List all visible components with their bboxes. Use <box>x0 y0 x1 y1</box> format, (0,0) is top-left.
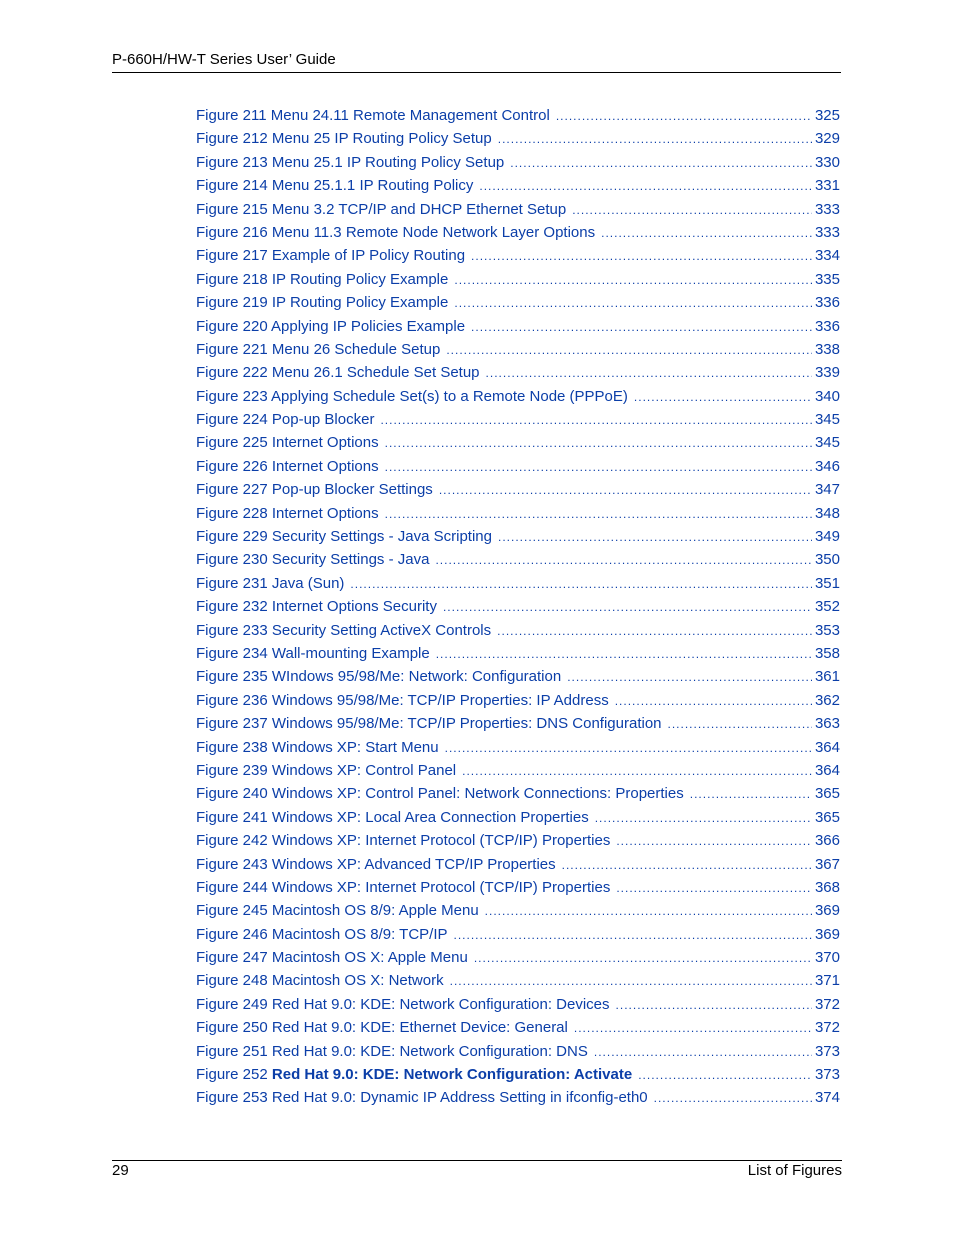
toc-entry-title: Figure 226 Internet Options <box>196 457 379 475</box>
toc-entry-label <box>196 1042 594 1062</box>
header-divider <box>112 72 841 73</box>
toc-entry-link[interactable] <box>196 925 840 948</box>
toc-entry-link[interactable] <box>196 176 840 199</box>
toc-entry-label <box>196 550 435 570</box>
toc-dot-leader <box>443 597 812 617</box>
toc-entry-page-number: 336 <box>814 317 840 335</box>
toc-entry-link[interactable] <box>196 153 840 176</box>
toc-dot-leader <box>572 200 812 220</box>
toc-entry-link[interactable] <box>196 878 840 901</box>
footer-page-number: 29 <box>112 1162 129 1179</box>
toc-dot-leader <box>497 621 812 641</box>
toc-entry-link[interactable] <box>196 293 840 316</box>
toc-entry-page-number: 338 <box>814 340 840 358</box>
toc-dot-leader <box>615 691 812 711</box>
toc-dot-leader <box>436 644 812 664</box>
toc-entry-page-number: 334 <box>814 247 840 265</box>
toc-dot-leader <box>601 223 812 243</box>
toc-entry-link[interactable] <box>196 340 840 363</box>
toc-entry-page-number: 367 <box>814 855 840 873</box>
toc-entry-page-number: 351 <box>814 574 840 592</box>
toc-entry-title: Figure 212 Menu 25 IP Routing Policy Setup <box>196 130 492 148</box>
toc-entry-link[interactable] <box>196 1065 840 1088</box>
toc-entry-title: Figure 213 Menu 25.1 IP Routing Policy Setup <box>196 153 505 171</box>
toc-dot-leader <box>638 1065 812 1085</box>
toc-entry-page-number: 364 <box>814 738 840 756</box>
toc-entry-label <box>196 1018 574 1038</box>
toc-entry-title: Figure 217 Example of IP Policy Routing <box>196 247 466 265</box>
list-of-figures <box>196 106 840 1112</box>
toc-dot-leader <box>435 550 812 570</box>
toc-entry-link[interactable] <box>196 714 840 737</box>
toc-entry-title: Figure 222 Menu 26.1 Schedule Set Setup <box>196 364 480 382</box>
toc-entry-title: Figure 251 Red Hat 9.0: KDE: Network Configuration: DNS <box>196 1042 588 1060</box>
toc-entry-label <box>196 878 616 898</box>
toc-entry-title: Figure 219 IP Routing Policy Example <box>196 294 449 312</box>
toc-entry-title: Figure 216 Menu 11.3 Remote Node Network Layer Options <box>196 223 596 241</box>
toc-entry-title-bold: Red Hat 9.0: KDE: Network Configuration: Activate <box>271 1066 633 1084</box>
toc-entry-page-number: 369 <box>814 925 840 943</box>
toc-dot-leader <box>616 995 812 1015</box>
toc-entry-title: Figure 243 Windows XP: Advanced TCP/IP Properties <box>196 855 556 873</box>
toc-entry-page-number: 371 <box>814 972 840 990</box>
toc-entry-title: Figure 227 Pop-up Blocker Settings <box>196 481 433 499</box>
toc-entry-page-number: 347 <box>814 481 840 499</box>
toc-dot-leader <box>350 574 812 594</box>
toc-entry-title: Figure 234 Wall-mounting Example <box>196 644 430 662</box>
toc-dot-leader <box>616 878 812 898</box>
toc-entry-label <box>196 948 474 968</box>
toc-entry-link[interactable] <box>196 1042 840 1065</box>
toc-dot-leader <box>474 948 812 968</box>
toc-entry-label <box>196 574 350 594</box>
toc-entry-page-number: 374 <box>814 1089 840 1107</box>
toc-entry-link[interactable] <box>196 317 840 340</box>
toc-entry-page-number: 368 <box>814 878 840 896</box>
toc-dot-leader <box>594 1042 812 1062</box>
toc-dot-leader <box>385 457 812 477</box>
toc-entry-title: Figure 247 Macintosh OS X: Apple Menu <box>196 949 468 967</box>
toc-entry-label <box>196 1065 638 1085</box>
toc-entry-link[interactable] <box>196 106 840 129</box>
toc-entry-page-number: 365 <box>814 808 840 826</box>
toc-entry-link[interactable] <box>196 761 840 784</box>
toc-dot-leader <box>462 761 812 781</box>
toc-entry-label <box>196 106 556 126</box>
toc-entry-page-number: 333 <box>814 200 840 218</box>
toc-entry-page-number: 345 <box>814 434 840 452</box>
toc-dot-leader <box>567 667 812 687</box>
toc-entry-page-number: 352 <box>814 598 840 616</box>
toc-entry-label <box>196 270 454 290</box>
toc-entry-title: Figure 253 Red Hat 9.0: Dynamic IP Address Setting in ifconfig-eth0 <box>196 1089 648 1107</box>
toc-entry-title: Figure 235 WIndows 95/98/Me: Network: Configuration <box>196 668 562 686</box>
toc-entry-link[interactable] <box>196 1018 840 1041</box>
toc-entry-page-number: 358 <box>814 644 840 662</box>
toc-entry-link[interactable] <box>196 550 840 573</box>
toc-entry-page-number: 330 <box>814 153 840 171</box>
toc-entry-title: Figure 214 Menu 25.1.1 IP Routing Policy <box>196 177 474 195</box>
toc-entry-link[interactable] <box>196 831 840 854</box>
toc-entry-title: Figure 232 Internet Options Security <box>196 598 437 616</box>
toc-entry-title: Figure 246 Macintosh OS 8/9: TCP/IP <box>196 925 448 943</box>
toc-entry-page-number: 349 <box>814 528 840 546</box>
toc-dot-leader <box>471 317 812 337</box>
toc-entry-title: Figure 236 Windows 95/98/Me: TCP/IP Properties: IP Address <box>196 691 609 709</box>
toc-dot-leader <box>668 714 812 734</box>
toc-entry-page-number: 325 <box>814 107 840 124</box>
toc-entry-label <box>196 340 446 360</box>
toc-dot-leader <box>471 246 812 266</box>
toc-entry-title: Figure 218 IP Routing Policy Example <box>196 270 449 288</box>
toc-entry-link[interactable] <box>196 901 840 924</box>
toc-entry-label <box>196 691 615 711</box>
toc-entry-label <box>196 667 567 687</box>
toc-entry-page-number: 331 <box>814 177 840 195</box>
toc-entry-link[interactable] <box>196 200 840 223</box>
toc-dot-leader <box>556 106 812 126</box>
toc-entry-page-number: 345 <box>814 411 840 429</box>
toc-entry-page-number: 353 <box>814 621 840 639</box>
toc-entry-label <box>196 971 450 991</box>
toc-entry-title: Figure 211 Menu 24.11 Remote Management Control <box>196 107 550 124</box>
toc-entry-link[interactable] <box>196 527 840 550</box>
toc-entry-link[interactable] <box>196 387 840 410</box>
toc-dot-leader <box>450 971 812 991</box>
toc-dot-leader <box>574 1018 812 1038</box>
toc-entry-title: Figure 241 Windows XP: Local Area Connection Properties <box>196 808 589 826</box>
toc-entry-title: Figure 250 Red Hat 9.0: KDE: Ethernet Device: General <box>196 1019 568 1037</box>
toc-entry-page-number: 373 <box>814 1066 840 1084</box>
toc-entry-label <box>196 855 562 875</box>
toc-dot-leader <box>486 363 812 383</box>
toc-entry-title: Figure 239 Windows XP: Control Panel <box>196 761 457 779</box>
toc-entry-title: Figure 230 Security Settings - Java <box>196 551 430 569</box>
toc-entry-page-number: 372 <box>814 1019 840 1037</box>
toc-entry-link[interactable] <box>196 855 840 878</box>
toc-entry-label <box>196 597 443 617</box>
toc-entry-label <box>196 644 436 664</box>
toc-entry-title: Figure 244 Windows XP: Internet Protocol (TCP/IP) Properties <box>196 878 611 896</box>
toc-entry-label <box>196 457 385 477</box>
toc-entry-page-number: 361 <box>814 668 840 686</box>
toc-dot-leader <box>498 527 812 547</box>
toc-entry-link[interactable] <box>196 363 840 386</box>
toc-entry-page-number: 329 <box>814 130 840 148</box>
toc-entry-link[interactable] <box>196 574 840 597</box>
toc-entry-link[interactable] <box>196 270 840 293</box>
toc-entry-title: Figure 249 Red Hat 9.0: KDE: Network Configuration: Devices <box>196 995 610 1013</box>
toc-entry-label <box>196 363 486 383</box>
toc-entry-title: Figure 245 Macintosh OS 8/9: Apple Menu <box>196 902 479 920</box>
toc-entry-page-number: 350 <box>814 551 840 569</box>
toc-entry-label <box>196 527 498 547</box>
toc-entry-label <box>196 223 601 243</box>
toc-dot-leader <box>445 738 812 758</box>
toc-entry-label <box>196 761 462 781</box>
toc-entry-link[interactable] <box>196 433 840 456</box>
toc-dot-leader <box>385 433 812 453</box>
toc-dot-leader <box>479 176 812 196</box>
toc-entry-link[interactable] <box>196 784 840 807</box>
toc-entry-link[interactable] <box>196 808 840 831</box>
toc-dot-leader <box>454 270 812 290</box>
toc-entry-page-number: 370 <box>814 949 840 967</box>
toc-entry-label <box>196 410 380 430</box>
toc-entry-title: Figure 220 Applying IP Policies Example <box>196 317 466 335</box>
running-header-title: P-660H/HW-T Series User’ Guide <box>112 51 336 68</box>
toc-dot-leader <box>654 1088 812 1108</box>
toc-dot-leader <box>634 387 812 407</box>
toc-entry-label <box>196 831 616 851</box>
toc-entry-label <box>196 925 454 945</box>
toc-entry-link[interactable] <box>196 738 840 761</box>
toc-entry-page-number: 372 <box>814 995 840 1013</box>
toc-entry-title: Figure 237 Windows 95/98/Me: TCP/IP Properties: DNS Configuration <box>196 715 662 733</box>
toc-entry-title: Figure 228 Internet Options <box>196 504 379 522</box>
toc-entry-link[interactable] <box>196 971 840 994</box>
toc-entry-title: Figure 238 Windows XP: Start Menu <box>196 738 439 756</box>
toc-entry-title: Figure 252 <box>196 1066 268 1084</box>
toc-entry-link[interactable] <box>196 246 840 269</box>
toc-entry-link[interactable] <box>196 621 840 644</box>
toc-entry-label <box>196 317 471 337</box>
toc-entry-page-number: 348 <box>814 504 840 522</box>
toc-dot-leader <box>380 410 812 430</box>
toc-dot-leader <box>446 340 812 360</box>
toc-dot-leader <box>439 480 812 500</box>
toc-entry-label <box>196 504 385 524</box>
toc-entry-page-number: 369 <box>814 902 840 920</box>
toc-entry-title: Figure 233 Security Setting ActiveX Controls <box>196 621 492 639</box>
toc-entry-label <box>196 480 439 500</box>
toc-entry-page-number: 363 <box>814 715 840 733</box>
toc-entry-title: Figure 224 Pop-up Blocker <box>196 411 375 429</box>
toc-dot-leader <box>485 901 812 921</box>
toc-entry-label <box>196 738 445 758</box>
toc-entry-title: Figure 221 Menu 26 Schedule Setup <box>196 340 441 358</box>
toc-entry-page-number: 365 <box>814 785 840 803</box>
toc-dot-leader <box>385 504 812 524</box>
toc-entry-link[interactable] <box>196 129 840 152</box>
toc-entry-link[interactable] <box>196 410 840 433</box>
toc-entry-link[interactable] <box>196 504 840 527</box>
toc-entry-label <box>196 714 668 734</box>
toc-entry-label <box>196 387 634 407</box>
toc-entry-label <box>196 293 454 313</box>
toc-entry-page-number: 373 <box>814 1042 840 1060</box>
toc-entry-page-number: 366 <box>814 832 840 850</box>
toc-entry-page-number: 339 <box>814 364 840 382</box>
toc-entry-page-number: 335 <box>814 270 840 288</box>
toc-entry-page-number: 362 <box>814 691 840 709</box>
toc-entry-label <box>196 901 485 921</box>
toc-dot-leader <box>498 129 812 149</box>
toc-entry-link[interactable] <box>196 480 840 503</box>
toc-entry-label <box>196 200 572 220</box>
toc-entry-label <box>196 129 498 149</box>
toc-entry-title: Figure 248 Macintosh OS X: Network <box>196 972 444 990</box>
toc-entry-link[interactable] <box>196 644 840 667</box>
toc-entry-link[interactable] <box>196 995 840 1018</box>
toc-dot-leader <box>510 153 812 173</box>
toc-entry-label <box>196 153 510 173</box>
toc-dot-leader <box>616 831 812 851</box>
toc-entry-label <box>196 1088 654 1108</box>
toc-entry-link[interactable] <box>196 667 840 690</box>
toc-entry-title: Figure 215 Menu 3.2 TCP/IP and DHCP Ethernet Setup <box>196 200 567 218</box>
toc-entry-title: Figure 242 Windows XP: Internet Protocol (TCP/IP) Properties <box>196 832 611 850</box>
footer-section-title: List of Figures <box>747 1162 842 1179</box>
toc-entry-page-number: 336 <box>814 294 840 312</box>
toc-entry-title: Figure 231 Java (Sun) <box>196 574 345 592</box>
toc-entry-page-number: 346 <box>814 457 840 475</box>
toc-entry-title: Figure 223 Applying Schedule Set(s) to a Remote Node (PPPoE) <box>196 387 628 405</box>
toc-entry-link[interactable] <box>196 948 840 971</box>
toc-entry-link[interactable] <box>196 597 840 620</box>
toc-entry-page-number: 333 <box>814 223 840 241</box>
toc-entry-page-number: 340 <box>814 387 840 405</box>
toc-entry-label <box>196 995 616 1015</box>
toc-entry-page-number: 364 <box>814 761 840 779</box>
toc-entry-title: Figure 229 Security Settings - Java Scripting <box>196 528 492 546</box>
toc-dot-leader <box>562 855 812 875</box>
toc-entry-label <box>196 433 385 453</box>
toc-dot-leader <box>690 784 812 804</box>
footer-divider <box>112 1160 842 1161</box>
toc-dot-leader <box>595 808 812 828</box>
toc-dot-leader <box>454 925 812 945</box>
toc-entry-title: Figure 225 Internet Options <box>196 434 379 452</box>
toc-entry-label <box>196 246 471 266</box>
toc-entry-link[interactable] <box>196 691 840 714</box>
toc-entry-label <box>196 784 690 804</box>
toc-entry-title: Figure 240 Windows XP: Control Panel: Network Connections: Properties <box>196 785 684 803</box>
toc-dot-leader <box>454 293 812 313</box>
toc-entry-link[interactable] <box>196 223 840 246</box>
toc-entry-label <box>196 808 595 828</box>
toc-entry-label <box>196 621 497 641</box>
toc-entry-link[interactable] <box>196 1088 840 1111</box>
toc-entry-link[interactable] <box>196 457 840 480</box>
toc-entry-label <box>196 176 479 196</box>
